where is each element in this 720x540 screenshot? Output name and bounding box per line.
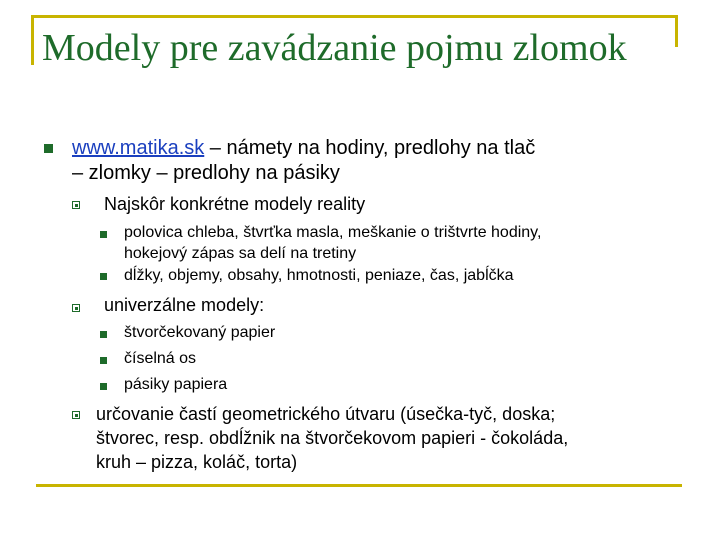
frame-top-line xyxy=(31,15,678,18)
hollow-square-bullet-icon xyxy=(72,411,80,419)
frame-right-line xyxy=(675,15,678,47)
sub-item-universal-models: univerzálne modely: xyxy=(104,295,265,315)
hollow-square-bullet-icon xyxy=(72,201,80,209)
bullet-item-matika xyxy=(72,136,692,161)
square-bullet-icon xyxy=(44,144,53,153)
matika-item-text: – námety na hodiny, predlohy na tlač xyxy=(204,137,536,159)
universal-model-item: štvorčekovaný papier xyxy=(124,324,276,341)
geometric-parts-line3: kruh – pizza, koláč, torta) xyxy=(96,452,298,472)
universal-model-item: číselná os xyxy=(124,350,197,367)
sub-item-concrete-models: Najskôr konkrétne modely reality xyxy=(104,194,366,214)
square-bullet-icon xyxy=(100,383,107,390)
frame-left-line xyxy=(31,15,34,65)
matika-link[interactable]: www.matika.sk xyxy=(72,137,205,159)
matika-item-line2: – zlomky – predlohy na pásiky xyxy=(72,162,340,184)
geometric-parts-line1: určovanie častí geometrického útvaru (úsečka-tyč, doska; xyxy=(96,404,556,424)
concrete-example-quantities: dĺžky, objemy, obsahy, hmotnosti, peniaze, čas, jabĺčka xyxy=(124,267,514,284)
geometric-parts-line2: štvorec, resp. obdĺžnik na štvorčekovom papieri - čokoláda, xyxy=(96,428,569,448)
square-bullet-icon xyxy=(100,331,107,338)
hollow-square-bullet-icon xyxy=(72,304,80,312)
square-bullet-icon xyxy=(100,231,107,238)
square-bullet-icon xyxy=(100,357,107,364)
square-bullet-icon xyxy=(100,273,107,280)
frame-bottom-line xyxy=(36,484,682,487)
concrete-example-line2: hokejový zápas sa delí na tretiny xyxy=(124,245,357,262)
universal-model-item: pásiky papiera xyxy=(124,376,228,393)
concrete-example-line1: polovica chleba, štvrťka masla, meškanie o trištvrte hodiny, xyxy=(124,224,542,241)
slide-title: Modely pre zavádzanie pojmu zlomok xyxy=(42,27,627,69)
